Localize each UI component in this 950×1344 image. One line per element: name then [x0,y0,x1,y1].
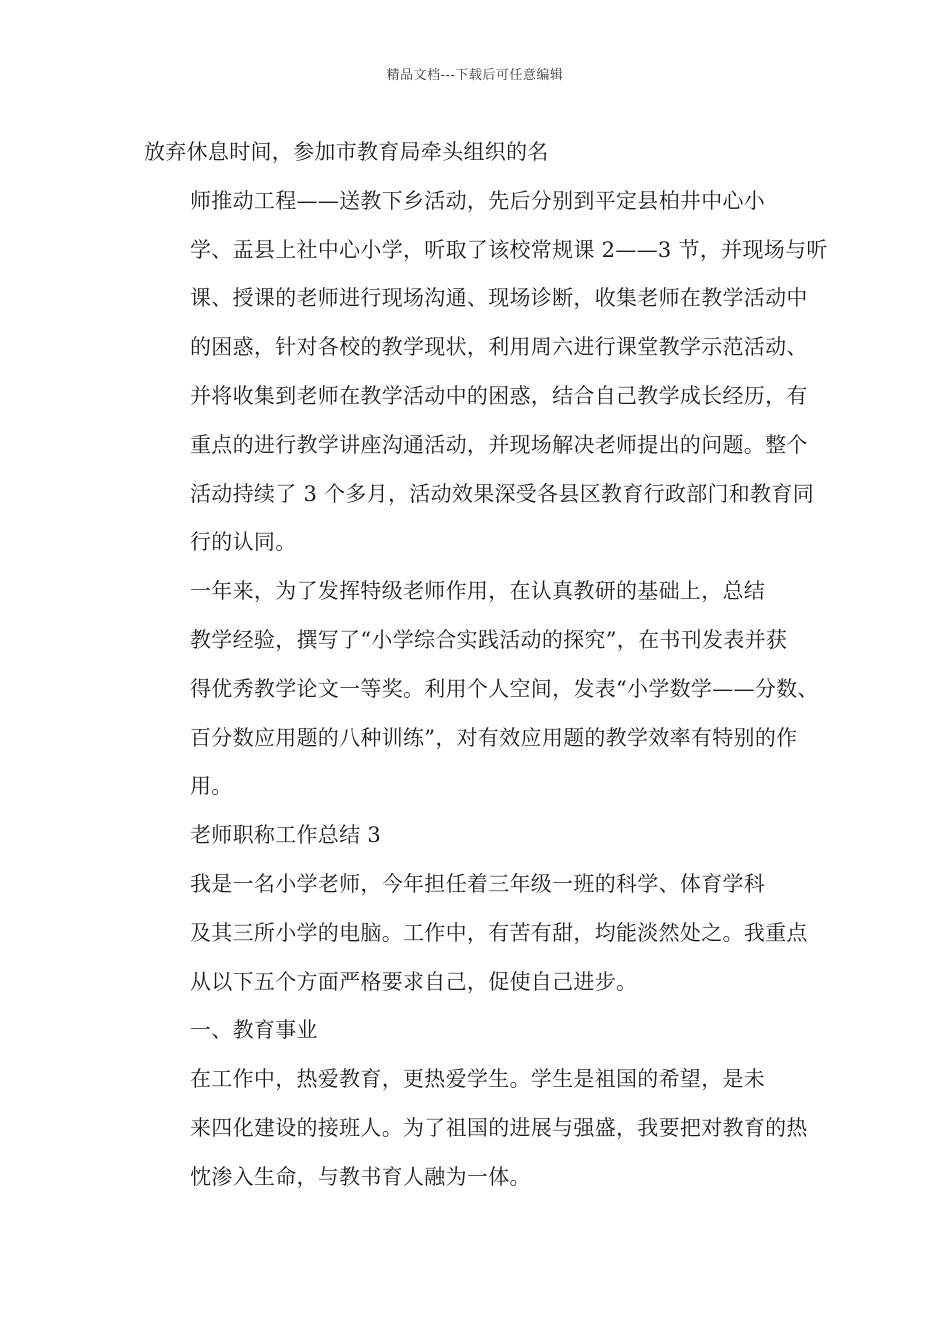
page-header: 精品文档---下载后可任意编辑 [386,68,564,83]
text-line: 课、授课的老师进行现场沟通、现场诊断，收集老师在教学活动中 [190,286,808,311]
text-line: 用。 [190,774,233,799]
text-line: 活动持续了 3 个多月，活动效果深受各县区教育行政部门和教育同 [190,481,815,506]
text-line: 学、盂县上社中心小学，听取了该校常规课 2——3 节，并现场与听 [190,237,828,262]
text-line: 得优秀教学论文一等奖。利用个人空间，发表“小学数学——分数、 [190,676,819,701]
text-line: 及其三所小学的电脑。工作中，有苦有甜，均能淡然处之。我重点 [190,920,808,945]
text-line: 行的认同。 [190,530,297,555]
paragraph [144,811,824,860]
paragraph [144,1006,824,1055]
text-line: 忱渗入生命，与教书育人融为一体。 [190,1164,531,1189]
document-body [144,128,828,1202]
text-line: 来四化建设的接班人。为了祖国的进展与强盛，我要把对教育的热 [190,1115,808,1140]
text-line: 我是一名小学老师，今年担任着三年级一班的科学、体育学科 [190,871,766,896]
paragraph [144,128,824,177]
paragraph [144,567,824,811]
text-line: 的困惑，针对各校的教学现状，利用周六进行课堂教学示范活动、 [190,335,808,360]
paragraph [144,860,824,1006]
text-line: 一、教育事业 [190,1018,318,1043]
text-line: 百分数应用题的八种训练”，对有效应用题的教学效率有特别的作 [190,725,798,750]
text-line: 放弃休息时间，参加市教育局牵头组织的名 [144,140,549,164]
text-line: 从以下五个方面严格要求自己，促使自己进步。 [190,969,638,994]
text-line: 老师职称工作总结 3 [190,823,382,848]
text-line: 教学经验，撰写了“小学综合实践活动的探究”，在书刊发表并获 [190,627,788,652]
text-line: 在工作中，热爱教育，更热爱学生。学生是祖国的希望，是未 [190,1067,766,1092]
text-line: 并将收集到老师在教学活动中的困惑，结合自己教学成长经历，有 [190,383,808,408]
text-line: 师推动工程——送教下乡活动，先后分别到平定县柏井中心小 [190,188,766,213]
paragraph [144,177,828,567]
text-line: 一年来，为了发挥特级老师作用，在认真教研的基础上，总结 [190,579,766,604]
paragraph [144,1055,824,1201]
text-line: 重点的进行教学讲座沟通活动，并现场解决老师提出的问题。整个 [190,432,808,457]
